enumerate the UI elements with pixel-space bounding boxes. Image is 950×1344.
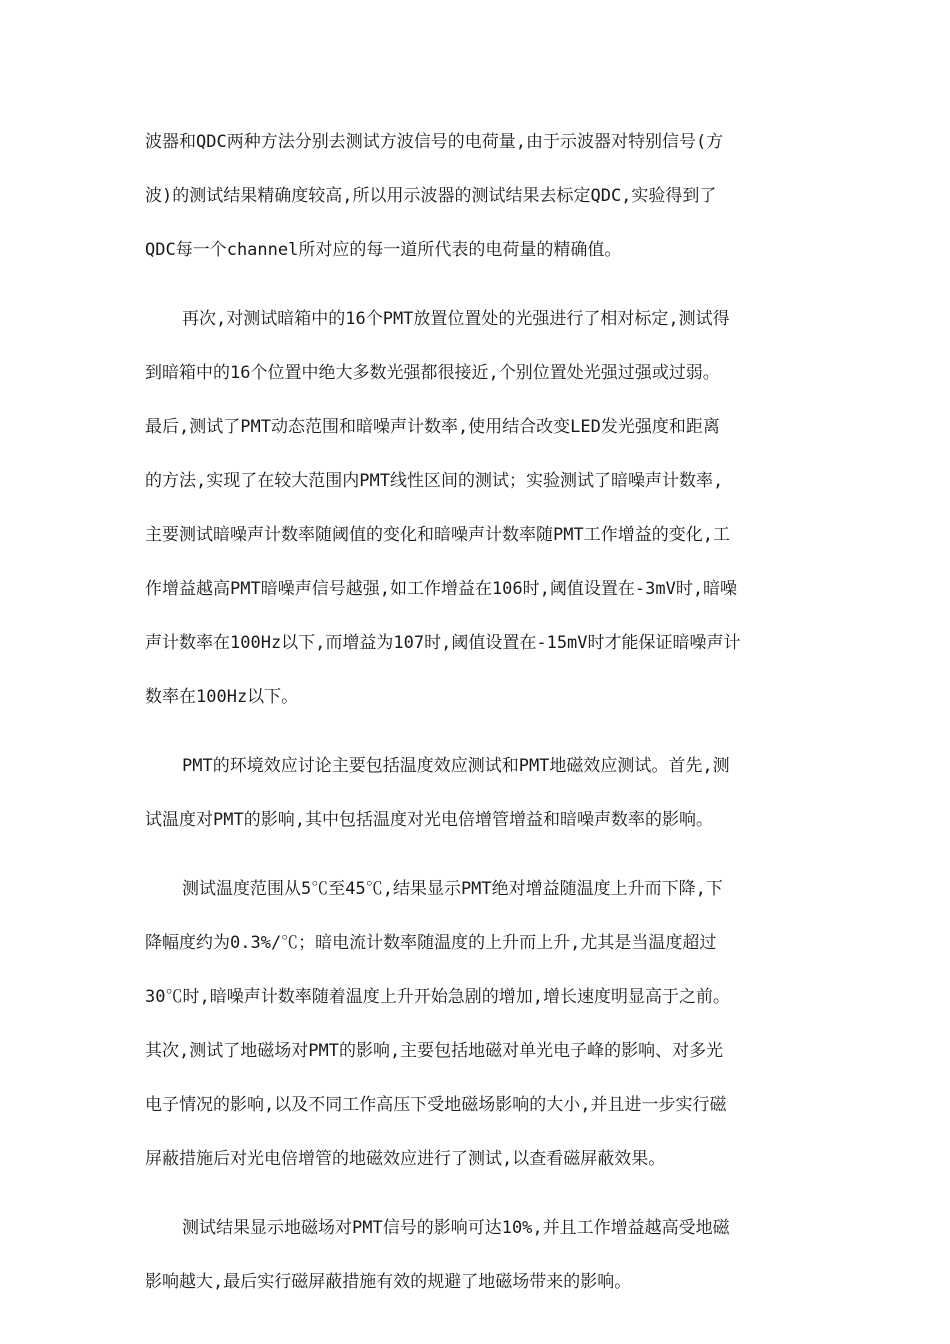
text-line: 影响越大,最后实行磁屏蔽措施有效的规避了地磁场带来的影响。 — [145, 1272, 632, 1292]
text-line: 30℃时,暗噪声计数率随着温度上升开始急剧的增加,增长速度明显高于之前。 — [145, 987, 730, 1007]
paragraph-first-line: 测试温度范围从5℃至45℃,结果显示PMT绝对增益随温度上升而下降,下 — [182, 879, 723, 899]
text-line: 波器和QDC两种方法分别去测试方波信号的电荷量,由于示波器对特别信号(方 — [145, 132, 724, 152]
paragraph-first-line: 测试结果显示地磁场对PMT信号的影响可达10%,并且工作增益越高受地磁 — [182, 1218, 730, 1238]
text-line: 其次,测试了地磁场对PMT的影响,主要包括地磁对单光电子峰的影响、对多光 — [145, 1041, 724, 1061]
text-line: 降幅度约为0.3%/℃；暗电流计数率随温度的上升而上升,尤其是当温度超过 — [145, 933, 717, 953]
text-line: 作增益越高PMT暗噪声信号越强,如工作增益在106时,阈值设置在-3mV时,暗噪 — [145, 579, 738, 599]
text-line: 屏蔽措施后对光电倍增管的地磁效应进行了测试,以查看磁屏蔽效果。 — [145, 1149, 666, 1169]
text-line: 电子情况的影响,以及不同工作高压下受地磁场影响的大小,并且进一步实行磁 — [145, 1095, 727, 1115]
text-line: 到暗箱中的16个位置中绝大多数光强都很接近,个别位置处光强过强或过弱。 — [145, 363, 720, 383]
paragraph-first-line: PMT的环境效应讨论主要包括温度效应测试和PMT地磁效应测试。首先,测 — [182, 756, 730, 776]
text-line: 主要测试暗噪声计数率随阈值的变化和暗噪声计数率随PMT工作增益的变化,工 — [145, 525, 730, 545]
text-line: 试温度对PMT的影响,其中包括温度对光电倍增管增益和暗噪声数率的影响。 — [145, 810, 713, 830]
paragraph-first-line: 再次,对测试暗箱中的16个PMT放置位置处的光强进行了相对标定,测试得 — [182, 309, 730, 329]
text-line: 声计数率在100Hz以下,而增益为107时,阈值设置在-15mV时才能保证暗噪声计 — [145, 633, 741, 653]
text-line: QDC每一个channel所对应的每一道所代表的电荷量的精确值。 — [145, 240, 622, 260]
text-line: 数率在100Hz以下。 — [145, 687, 299, 707]
text-line: 的方法,实现了在较大范围内PMT线性区间的测试；实验测试了暗噪声计数率, — [145, 471, 724, 491]
text-line: 波)的测试结果精确度较高,所以用示波器的测试结果去标定QDC,实验得到了 — [145, 186, 717, 206]
text-line: 最后,测试了PMT动态范围和暗噪声计数率,使用结合改变LED发光强度和距离 — [145, 417, 720, 437]
